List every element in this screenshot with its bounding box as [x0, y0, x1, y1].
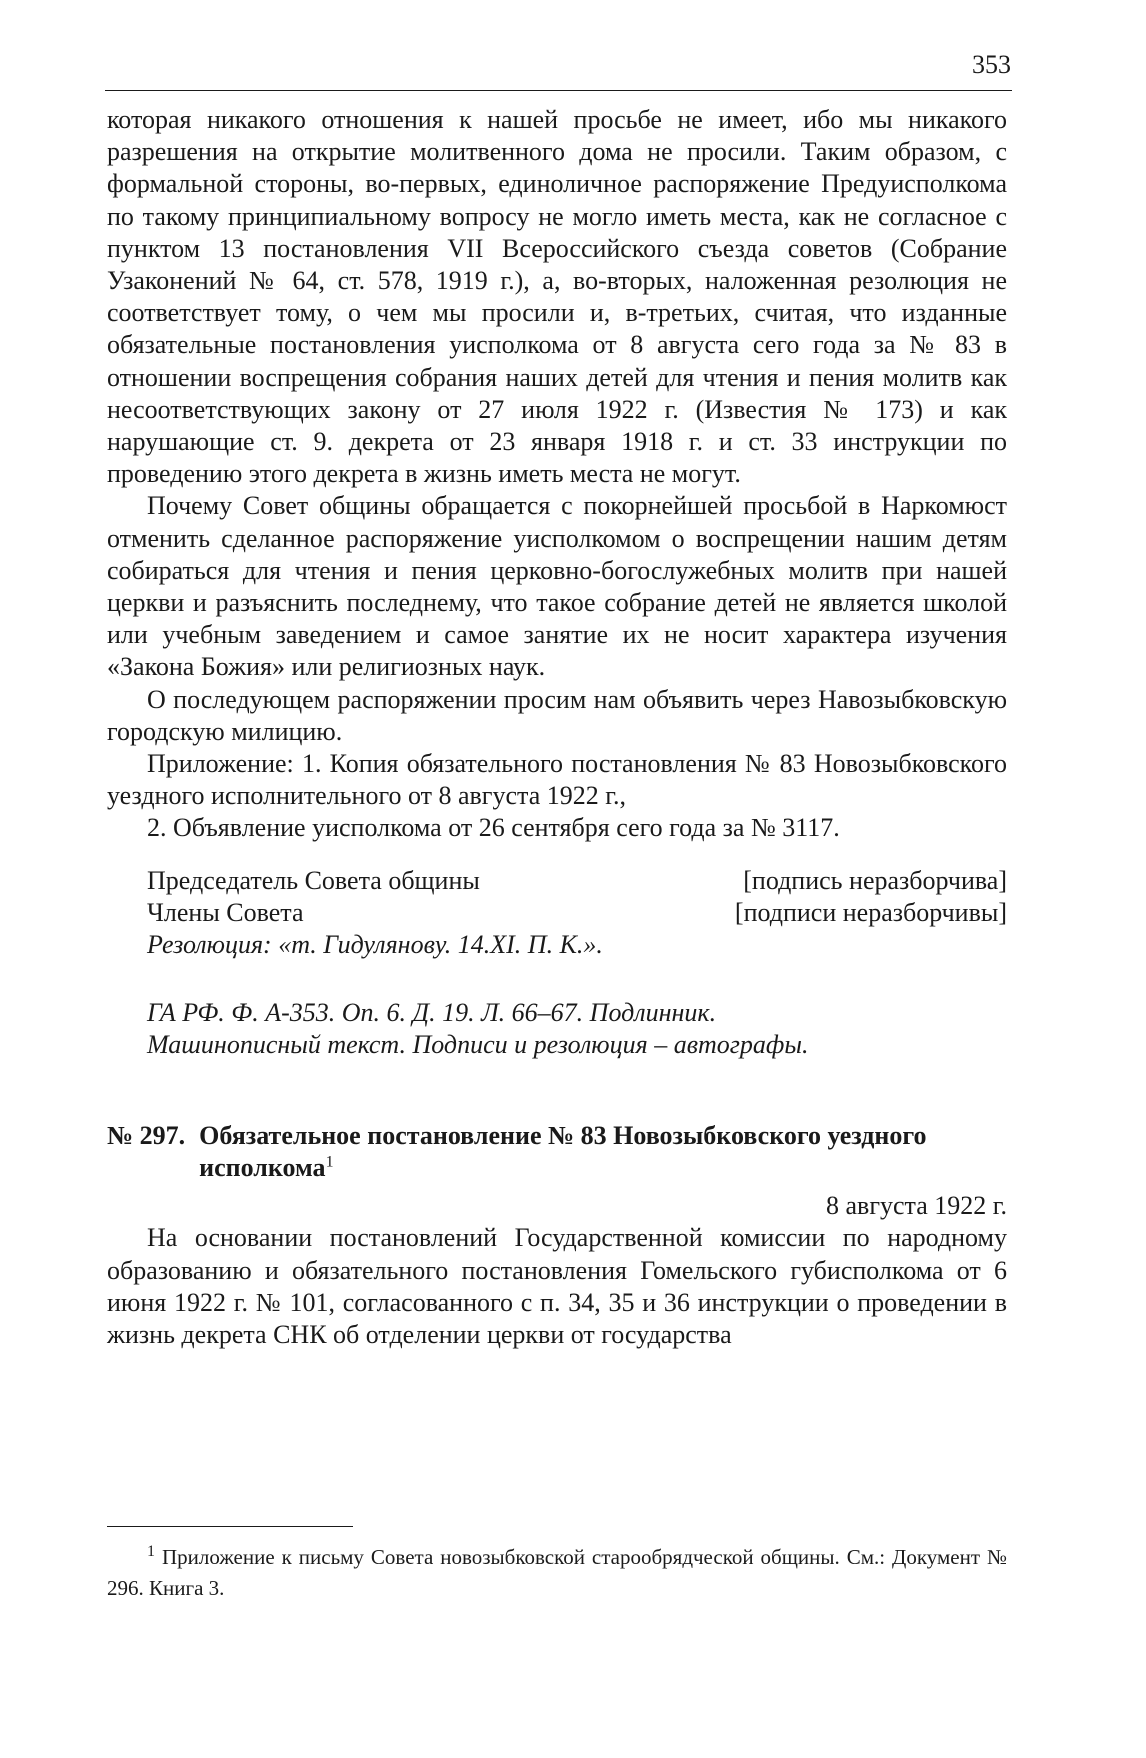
document-title: Обязательное постановление № 83 Новозыбковского уездного исполкома [199, 1120, 927, 1182]
document-heading [107, 1120, 1007, 1184]
resolution: Резолюция: «т. Гидулянову. 14.XI. П. К.». [147, 930, 603, 960]
document-body: На основании постановлений Государственной комиссии по народному образованию и обязательного постановления Гомельского губисполкома от 6 июня 1922 г. № 101, согласованного с п. 34, 35 и 36 инструкции о проведении в жизнь декрета СНК об отделении церкви от государства [107, 1223, 1007, 1349]
signature-role: Председатель Совета общины [147, 865, 480, 895]
paragraph-continuation: которая никакого отношения к нашей просьбе не имеет, ибо мы никакого разрешения на открытие молитвенного дома не просили. Таким образом, с формальной стороны, во-первых, единоличное распоряжение Предуисполкома по такому принципиальному вопросу не могло иметь места, как не согласное с пунктом 13 постановления VII Всероссийского съезда советов (Собрание Узаконений № 64, ст. 578, 1919 г.), а, во-вторых, наложенная резолюция не соответствует тому, о чем мы просили и, в-третьих, считая, что изданные обязательные постановления уисполкома от 8 августа сего года за № 83 в отношении воспрещения собрания наших детей для чтения и пения молитв как несоответствующих закону от 27 июля 1922 г. (Известия № 173) и как нарушающие ст. 9. декрета от 23 января 1918 г. и ст. 33 инструкции по проведению этого декрета в жизнь иметь места не могут. [107, 105, 1007, 489]
signature-role: Члены Совета [147, 897, 304, 927]
signature-note: [подписи неразборчивы] [734, 897, 1007, 927]
footnote [107, 1542, 1007, 1604]
signature-block [107, 865, 1007, 929]
source-line: ГА РФ. Ф. А-353. Оп. 6. Д. 19. Л. 66–67. Подлинник. [147, 998, 717, 1028]
document-date: 8 августа 1922 г. [826, 1191, 1007, 1221]
paragraph-request: Почему Совет общины обращается с покорнейшей просьбой в Наркомюст отменить сделанное распоряжение уисполкомом о воспрещении нашим детям собираться для чтения и пения церковно-богослужебных молитв при нашей церкви и разъяснить последнему, что такое собрание детей не является школой или учебным заведением и самое занятие их не носит характера изучения «Закона Божия» или религиозных наук. [107, 491, 1007, 682]
footnote-ref[interactable]: 1 [325, 1153, 334, 1171]
signature-note: [подпись неразборчива] [743, 865, 1007, 895]
footnote-text: Приложение к письму Совета новозыбковской старообрядческой общины. См.: Документ № 296. Книга 3. [107, 1545, 1007, 1600]
source-line: Машинописный текст. Подписи и резолюция – автографы. [147, 1030, 809, 1060]
archival-source [107, 997, 1007, 1061]
footnote-marker: 1 [147, 1543, 155, 1560]
header-rule [105, 90, 1012, 91]
document-title-wrap [199, 1120, 1007, 1184]
paragraph-notification: О последующем распоряжении просим нам объявить через Навозыбковскую городскую милицию. [107, 684, 1007, 746]
signature-row [107, 897, 1007, 929]
footnote-rule [107, 1526, 353, 1527]
signature-row [107, 865, 1007, 897]
paragraph-attachment-2: 2. Объявление уисполкома от 26 сентября сего года за № 3117. [147, 813, 840, 843]
paragraph-attachment-1: Приложение: 1. Копия обязательного постановления № 83 Новозыбковского уездного исполнительного от 8 августа 1922 г., [107, 749, 1007, 811]
main-text [107, 104, 1007, 1351]
document-number: № 297. [107, 1120, 186, 1150]
page-number: 353 [972, 50, 1011, 79]
